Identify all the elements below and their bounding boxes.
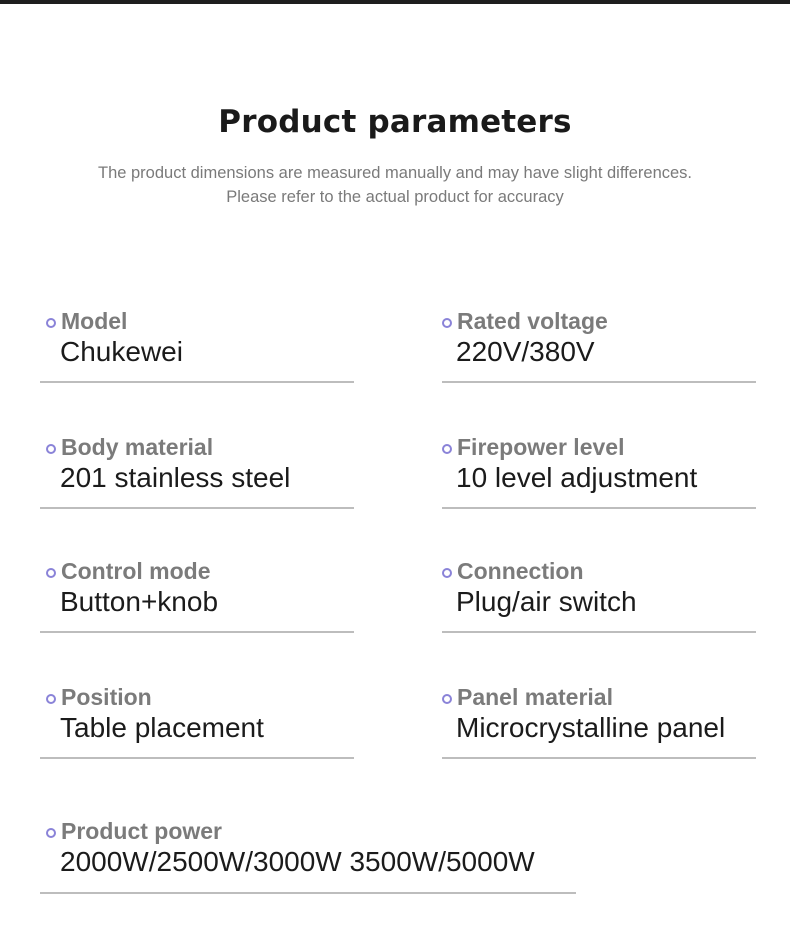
param-value: Button+knob xyxy=(60,586,219,617)
divider xyxy=(442,757,756,759)
param-value: 220V/380V xyxy=(456,336,595,367)
param-value: 2000W/2500W/3000W 3500W/5000W xyxy=(60,846,535,877)
bullet-icon xyxy=(46,694,56,704)
param-label: Rated voltage xyxy=(457,308,608,334)
divider xyxy=(442,381,756,383)
subtitle-line-1: The product dimensions are measured manually and may have slight differences. xyxy=(97,164,693,182)
bullet-icon xyxy=(46,828,56,838)
divider xyxy=(442,631,756,633)
param-connection xyxy=(436,558,750,617)
param-rated-voltage xyxy=(436,308,750,367)
param-position xyxy=(40,684,354,743)
subtitle-line-2: Please refer to the actual product for accuracy xyxy=(226,188,564,206)
bullet-icon xyxy=(46,444,56,454)
param-value: Microcrystalline panel xyxy=(456,712,726,743)
bullet-icon xyxy=(442,444,452,454)
param-panel-material xyxy=(436,684,750,743)
param-value: Table placement xyxy=(60,712,264,743)
param-value: 201 stainless steel xyxy=(60,462,291,493)
param-label: Panel material xyxy=(457,684,613,710)
divider xyxy=(40,757,354,759)
bullet-icon xyxy=(442,694,452,704)
bullet-icon xyxy=(46,568,56,578)
param-firepower-level xyxy=(436,434,750,493)
param-model xyxy=(40,308,354,367)
param-label: Position xyxy=(61,684,152,710)
bullet-icon xyxy=(442,568,452,578)
param-control-mode xyxy=(40,558,354,617)
page-title: Product parameters xyxy=(218,104,572,140)
param-label: Control mode xyxy=(61,558,211,584)
param-product-power xyxy=(40,818,580,877)
param-value: 10 level adjustment xyxy=(456,462,698,493)
divider xyxy=(40,381,354,383)
param-label: Product power xyxy=(61,818,223,844)
divider xyxy=(40,892,576,894)
bullet-icon xyxy=(442,318,452,328)
param-label: Connection xyxy=(457,558,584,584)
divider xyxy=(40,507,354,509)
param-label: Firepower level xyxy=(457,434,625,460)
param-label: Model xyxy=(61,308,128,334)
param-body-material xyxy=(40,434,354,493)
param-value: Chukewei xyxy=(60,336,183,367)
param-label: Body material xyxy=(61,434,214,460)
param-value: Plug/air switch xyxy=(456,586,637,617)
bullet-icon xyxy=(46,318,56,328)
page-subtitle xyxy=(0,161,790,209)
divider xyxy=(442,507,756,509)
top-border xyxy=(0,0,790,4)
divider xyxy=(40,631,354,633)
